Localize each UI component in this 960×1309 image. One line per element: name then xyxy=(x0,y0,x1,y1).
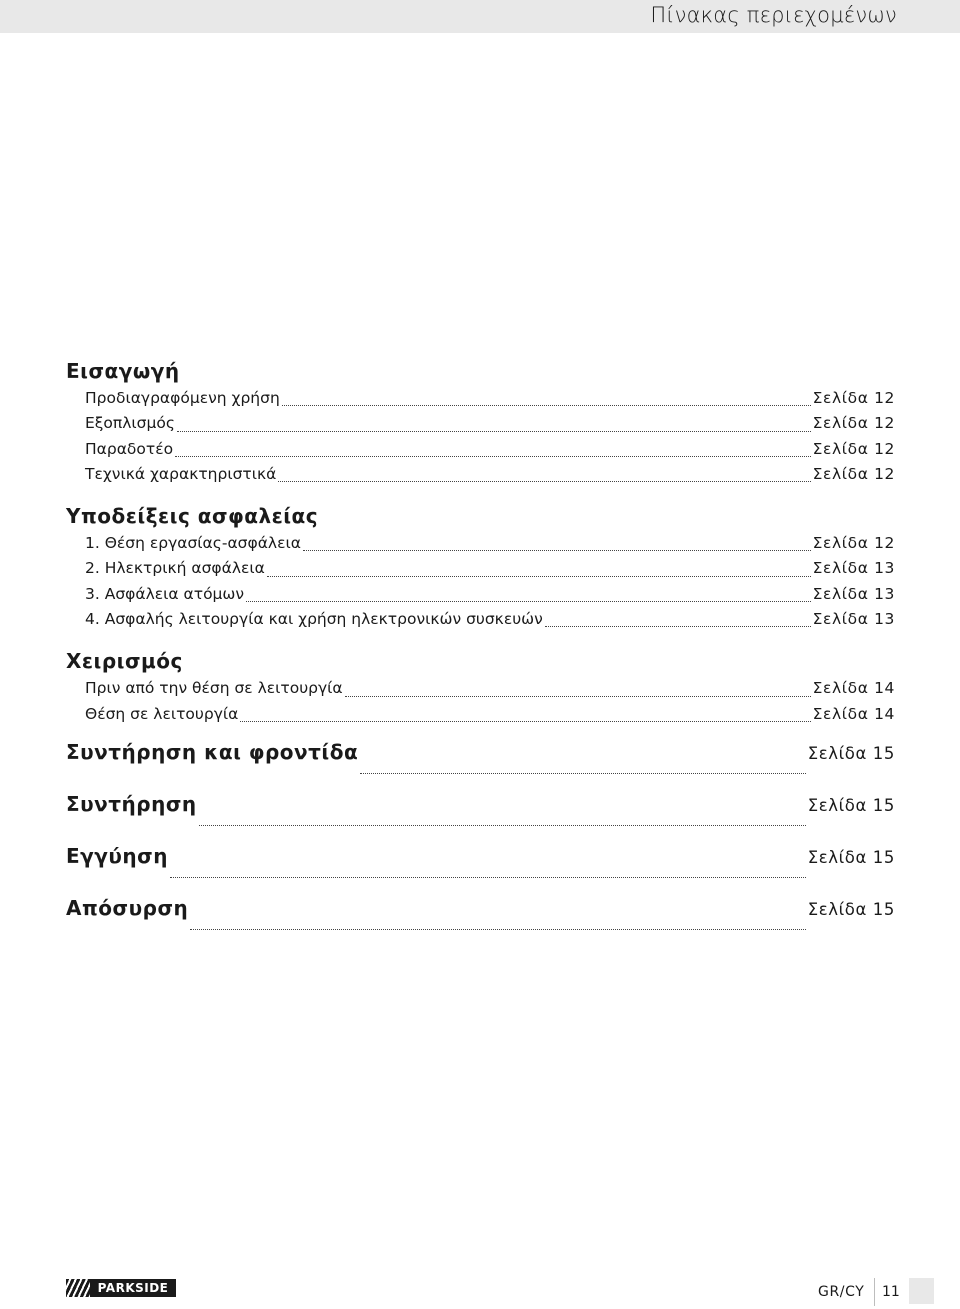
toc-entry[interactable] xyxy=(66,702,895,727)
toc-entry-page: Σελίδα 12 xyxy=(812,439,895,458)
dot-leader xyxy=(345,696,811,697)
parkside-logo xyxy=(66,1279,176,1297)
toc-entry[interactable] xyxy=(66,676,895,701)
dot-leader xyxy=(240,721,810,722)
toc-entry-main[interactable] xyxy=(66,727,895,779)
toc-entry[interactable] xyxy=(66,607,895,632)
section-title-introduction: Εισαγωγή xyxy=(66,359,180,383)
section-title-safety: Υποδείξεις ασφαλείας xyxy=(66,504,319,529)
toc-entry-label: Εξοπλισμός xyxy=(85,414,175,433)
dot-leader xyxy=(267,576,811,577)
toc-entry-label: 2. Ηλεκτρική ασφάλεια xyxy=(85,559,265,578)
toc-entry-page: Σελίδα 12 xyxy=(812,464,895,483)
toc-entry-page: Σελίδα 13 xyxy=(812,559,895,578)
toc-entry[interactable] xyxy=(66,411,895,436)
page-title: Πίνακας περιεχομένων xyxy=(650,3,897,27)
toc-entry-page: Σελίδα 14 xyxy=(812,704,895,723)
section-title-operation: Χειρισμός xyxy=(66,649,183,674)
toc-entry-page: Σελίδα 12 xyxy=(812,414,895,433)
toc-entry[interactable] xyxy=(66,386,895,411)
section-gap xyxy=(66,632,895,646)
toc-entry-page: Σελίδα 12 xyxy=(812,534,895,553)
toc-entry-page: Σελίδα 13 xyxy=(812,610,895,629)
toc-entry[interactable] xyxy=(66,531,895,556)
toc-entry-label: Συντήρηση και φροντίδα xyxy=(66,739,359,764)
footer-tab-marker xyxy=(909,1278,934,1304)
dot-leader xyxy=(190,929,805,930)
toc-entry-label: 4. Ασφαλής λειτουργία και χρήση ηλεκτρονικών συσκευών xyxy=(85,610,543,629)
dot-leader xyxy=(278,481,810,482)
dot-leader xyxy=(360,773,805,774)
dot-leader xyxy=(177,431,811,432)
toc-entry-label: Εγγύηση xyxy=(66,843,168,868)
toc-entry-main[interactable] xyxy=(66,831,895,883)
toc-entry[interactable] xyxy=(66,556,895,581)
dot-leader xyxy=(175,456,811,457)
toc-entry-label: 3. Ασφάλεια ατόμων xyxy=(85,584,245,603)
toc-entry-page: Σελίδα 13 xyxy=(812,584,895,603)
footer-divider xyxy=(874,1278,875,1306)
toc-entry[interactable] xyxy=(66,582,895,607)
toc-entry[interactable] xyxy=(66,462,895,487)
table-of-contents xyxy=(66,356,895,935)
footer-language: GR/CY xyxy=(818,1284,865,1300)
dot-leader xyxy=(170,877,806,878)
dot-leader xyxy=(199,825,806,826)
toc-entry-page: Σελίδα 15 xyxy=(807,899,895,919)
footer-page-number: 11 xyxy=(882,1284,900,1300)
logo-stripes-icon xyxy=(66,1279,90,1297)
toc-entry-label: Θέση σε λειτουργία xyxy=(85,704,239,723)
toc-entry-label: Συντήρηση xyxy=(66,791,197,816)
toc-entry-label: Παραδοτέο xyxy=(85,439,174,458)
toc-entry-label: Τεχνικά χαρακτηριστικά xyxy=(85,464,277,483)
toc-entry-page: Σελίδα 15 xyxy=(807,795,895,815)
dot-leader xyxy=(545,626,811,627)
toc-entry-label: 1. Θέση εργασίας-ασφάλεια xyxy=(85,534,301,553)
toc-entry-page: Σελίδα 15 xyxy=(807,847,895,867)
toc-entry-label: Απόσυρση xyxy=(66,895,189,920)
toc-entry[interactable] xyxy=(66,437,895,462)
logo-wordmark: PARKSIDE xyxy=(97,1281,169,1295)
section-gap xyxy=(66,487,895,501)
toc-entry-main[interactable] xyxy=(66,883,895,935)
toc-entry-label: Πριν από την θέση σε λειτουργία xyxy=(85,679,343,698)
dot-leader xyxy=(303,550,811,551)
toc-entry-page: Σελίδα 12 xyxy=(812,389,895,407)
dot-leader xyxy=(282,405,811,406)
toc-entry-page: Σελίδα 15 xyxy=(807,743,895,763)
toc-entry-page: Σελίδα 14 xyxy=(812,679,895,698)
dot-leader xyxy=(246,601,811,602)
toc-entry-label: Προδιαγραφόμενη χρήση xyxy=(85,389,280,407)
toc-entry-main[interactable] xyxy=(66,779,895,831)
